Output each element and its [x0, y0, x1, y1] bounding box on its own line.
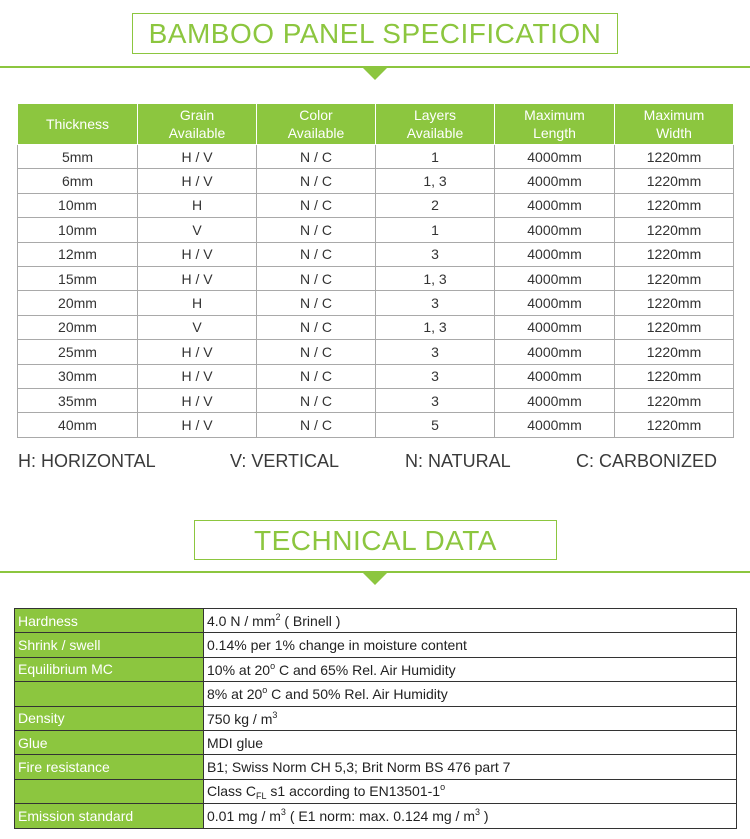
cell-max-width: 1220mm: [615, 242, 734, 266]
header-max-length: Maximum Length: [495, 104, 615, 145]
table-row: [15, 779, 737, 803]
cell-max-length: 4000mm: [495, 242, 615, 266]
table-row: [15, 657, 737, 681]
cell-max-width: 1220mm: [615, 291, 734, 315]
table-row: [15, 730, 737, 754]
table-row: [15, 609, 737, 633]
cell-thickness: 35mm: [18, 388, 138, 412]
table-row: [15, 682, 737, 706]
cell-grain: H / V: [138, 145, 257, 169]
cell-layers: 1, 3: [376, 169, 495, 193]
row-value-emission: 0.01 mg / $m^3$ ( E1 norm: max. 0.124 mg / $m^3$ ): [204, 804, 737, 828]
table-row: [18, 364, 734, 388]
row-value-fire-resistance-1: B1; Swiss Norm CH 5,3; Brit Norm BS 476 part 7: [204, 755, 737, 779]
row-value-shrink: 0.14% per 1% change in moisture content: [204, 633, 737, 657]
row-value-equilibrium-mc-1: 10% at 20$^o$ C and 65% Rel. Air Humidity: [204, 657, 737, 681]
cell-layers: 3: [376, 364, 495, 388]
cell-max-width: 1220mm: [615, 340, 734, 364]
header-color: Color Available: [257, 104, 376, 145]
table-row: [18, 315, 734, 339]
cell-color: N / C: [257, 388, 376, 412]
cell-grain: H / V: [138, 340, 257, 364]
cell-color: N / C: [257, 218, 376, 242]
cell-layers: 5: [376, 413, 495, 437]
cell-layers: 3: [376, 340, 495, 364]
legend-vertical: V: VERTICAL: [230, 451, 340, 471]
cell-thickness: 10mm: [18, 218, 138, 242]
table-row: [15, 633, 737, 657]
cell-max-length: 4000mm: [495, 413, 615, 437]
cell-thickness: 40mm: [18, 413, 138, 437]
row-label-emission: Emission standard: [15, 804, 204, 828]
row-label-density: Density: [15, 706, 204, 730]
cell-layers: 1, 3: [376, 266, 495, 290]
table-row: [18, 291, 734, 315]
cell-max-length: 4000mm: [495, 266, 615, 290]
cell-thickness: 6mm: [18, 169, 138, 193]
cell-color: N / C: [257, 169, 376, 193]
header-grain: Grain Available: [138, 104, 257, 145]
table-row: [18, 145, 734, 169]
cell-max-width: 1220mm: [615, 413, 734, 437]
cell-thickness: 20mm: [18, 315, 138, 339]
row-label-glue: Glue: [15, 730, 204, 754]
cell-thickness: 12mm: [18, 242, 138, 266]
technical-data-table: [14, 608, 737, 829]
row-value-equilibrium-mc-2: 8% at 20$^o$ C and 50% Rel. Air Humidity: [204, 682, 737, 706]
cell-thickness: 30mm: [18, 364, 138, 388]
cell-color: N / C: [257, 364, 376, 388]
cell-grain: H / V: [138, 413, 257, 437]
cell-max-length: 4000mm: [495, 145, 615, 169]
row-label-empty: [15, 779, 204, 803]
header-max-width: Maximum Width: [615, 104, 734, 145]
table-header-row: [18, 104, 734, 145]
cell-max-width: 1220mm: [615, 388, 734, 412]
cell-max-width: 1220mm: [615, 169, 734, 193]
table-row: [18, 340, 734, 364]
table-row: [18, 413, 734, 437]
table-row: [18, 242, 734, 266]
cell-max-length: 4000mm: [495, 218, 615, 242]
cell-layers: 2: [376, 193, 495, 217]
cell-max-length: 4000mm: [495, 291, 615, 315]
table-row: [15, 804, 737, 828]
cell-max-width: 1220mm: [615, 266, 734, 290]
cell-max-width: 1220mm: [615, 315, 734, 339]
row-value-density: 750 kg / $m^3$: [204, 706, 737, 730]
cell-grain: V: [138, 218, 257, 242]
cell-thickness: 15mm: [18, 266, 138, 290]
cell-layers: 1, 3: [376, 315, 495, 339]
cell-color: N / C: [257, 340, 376, 364]
cell-grain: H / V: [138, 266, 257, 290]
row-label-empty: [15, 682, 204, 706]
cell-thickness: 25mm: [18, 340, 138, 364]
cell-color: N / C: [257, 193, 376, 217]
cell-color: N / C: [257, 266, 376, 290]
cell-grain: H / V: [138, 388, 257, 412]
row-label-equilibrium-mc: Equilibrium MC: [15, 657, 204, 681]
down-arrow-icon: [362, 572, 388, 585]
cell-grain: H / V: [138, 169, 257, 193]
cell-layers: 1: [376, 145, 495, 169]
section-title-technical-data: TECHNICAL DATA: [194, 520, 557, 560]
cell-max-width: 1220mm: [615, 218, 734, 242]
legend-carbonized: C: CARBONIZED: [576, 451, 718, 471]
cell-color: N / C: [257, 145, 376, 169]
table-row: [15, 706, 737, 730]
cell-thickness: 5mm: [18, 145, 138, 169]
header-thickness: Thickness: [18, 104, 138, 145]
abbreviation-legend: [0, 451, 750, 473]
header-layers: Layers Available: [376, 104, 495, 145]
cell-layers: 3: [376, 388, 495, 412]
row-value-hardness: 4.0 N / $mm^2$ ( Brinell ): [204, 609, 737, 633]
legend-horizontal: H: HORIZONTAL: [18, 451, 156, 471]
specification-table: [17, 103, 734, 438]
cell-grain: V: [138, 315, 257, 339]
table-row: [18, 388, 734, 412]
cell-max-length: 4000mm: [495, 193, 615, 217]
cell-color: N / C: [257, 413, 376, 437]
cell-max-length: 4000mm: [495, 169, 615, 193]
table-row: [18, 193, 734, 217]
cell-max-width: 1220mm: [615, 364, 734, 388]
cell-max-length: 4000mm: [495, 340, 615, 364]
legend-natural: N: NATURAL: [405, 451, 511, 471]
cell-thickness: 10mm: [18, 193, 138, 217]
section-title-specification: BAMBOO PANEL SPECIFICATION: [132, 13, 618, 54]
cell-max-width: 1220mm: [615, 193, 734, 217]
cell-grain: H: [138, 291, 257, 315]
table-row: [15, 755, 737, 779]
row-value-glue: MDI glue: [204, 730, 737, 754]
cell-thickness: 20mm: [18, 291, 138, 315]
down-arrow-icon: [362, 67, 388, 80]
table-row: [18, 169, 734, 193]
row-label-hardness: Hardness: [15, 609, 204, 633]
cell-max-length: 4000mm: [495, 388, 615, 412]
cell-color: N / C: [257, 315, 376, 339]
cell-layers: 3: [376, 291, 495, 315]
table-row: [18, 218, 734, 242]
cell-max-length: 4000mm: [495, 364, 615, 388]
row-label-fire-resistance: Fire resistance: [15, 755, 204, 779]
cell-color: N / C: [257, 291, 376, 315]
cell-max-length: 4000mm: [495, 315, 615, 339]
table-row: [18, 266, 734, 290]
cell-layers: 3: [376, 242, 495, 266]
cell-grain: H / V: [138, 242, 257, 266]
cell-layers: 1: [376, 218, 495, 242]
cell-grain: H: [138, 193, 257, 217]
row-label-shrink: Shrink / swell: [15, 633, 204, 657]
cell-max-width: 1220mm: [615, 145, 734, 169]
cell-grain: H / V: [138, 364, 257, 388]
cell-color: N / C: [257, 242, 376, 266]
row-value-fire-resistance-2: Class $C_{FL}$ s1 according to EN13501-1$^o$: [204, 779, 737, 803]
